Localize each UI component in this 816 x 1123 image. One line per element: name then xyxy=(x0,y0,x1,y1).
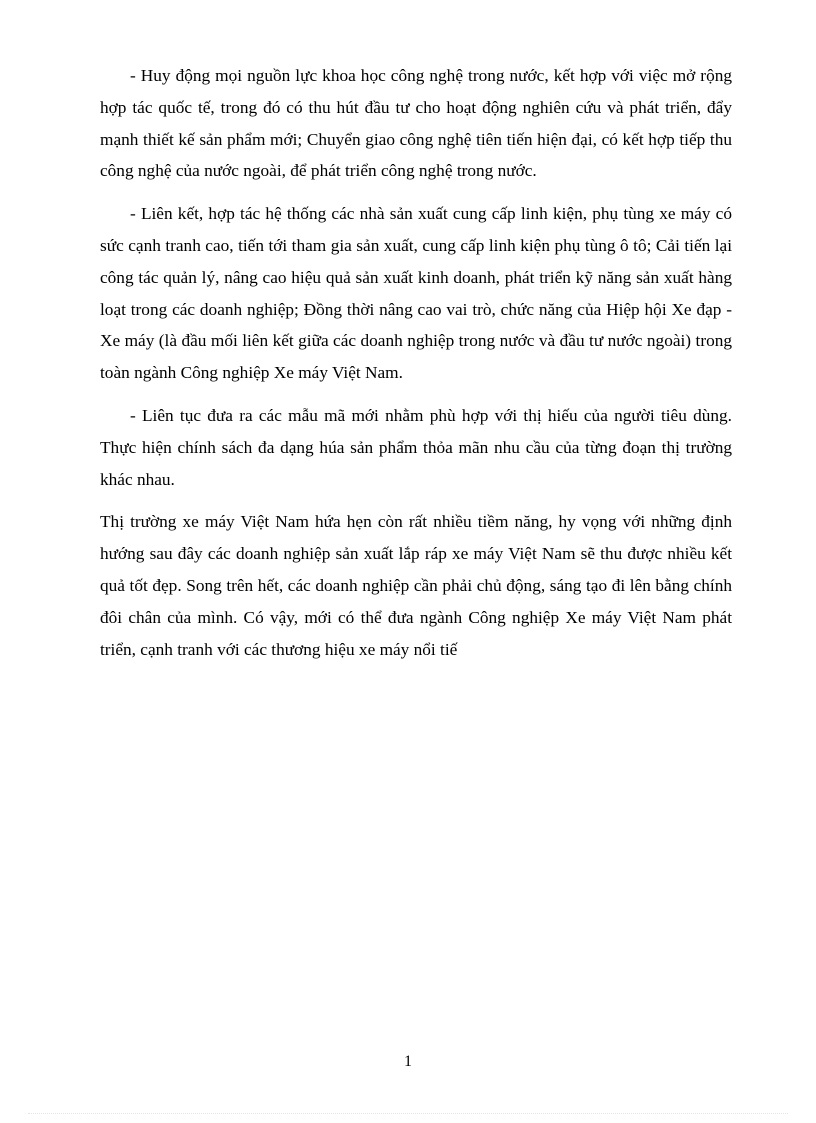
page-number: 1 xyxy=(404,1053,412,1070)
paragraph-cooperation-management: - Liên kết, hợp tác hệ thống các nhà sản xuất cung cấp linh kiện, phụ tùng xe máy có sức cạnh tranh cao, tiến tới tham gia sản xuất, cung cấp linh kiện phụ tùng ô tô; Cải tiến lại công tác quản lý, nâng cao hiệu quả sản xuất kinh doanh, phát triển kỹ năng sản xuất hàng loạt trong các doanh nghiệp; Đồng thời nâng cao vai trò, chức năng của Hiệp hội Xe đạp - Xe máy (là đầu mối liên kết giữa các doanh nghiệp trong nước và đầu tư nước ngoài) trong toàn ngành Công nghiệp Xe máy Việt Nam. xyxy=(100,204,732,383)
document-body xyxy=(100,60,732,676)
paragraph-research-technology: - Huy động mọi nguồn lực khoa học công nghệ trong nước, kết hợp với việc mở rộng hợp tác quốc tế, trong đó có thu hút đầu tư cho hoạt động nghiên cứu và phát triển, đẩy mạnh thiết kế sản phẩm mới; Chuyển giao công nghệ tiên tiến hiện đại, có kết hợp tiếp thu công nghệ của nước ngoài, để phát triển công nghệ trong nước. xyxy=(100,66,732,181)
page-bottom-divider xyxy=(28,1113,788,1114)
paragraph-market-outlook: Thị trường xe máy Việt Nam hứa hẹn còn rất nhiều tiềm năng, hy vọng với những định hướng sau đây các doanh nghiệp sản xuất lắp ráp xe máy Việt Nam sẽ thu được nhiều kết quả tốt đẹp. Song trên hết, các doanh nghiệp cần phải chủ động, sáng tạo đi lên bằng chính đôi chân của mình. Có vậy, mới có thể đưa ngành Công nghiệp Xe máy Việt Nam phát triển, cạnh tranh với các thương hiệu xe máy nổi tiế xyxy=(100,512,732,659)
paragraph-product-diversification: - Liên tục đưa ra các mẫu mã mới nhằm phù hợp với thị hiếu của người tiêu dùng. Thực hiện chính sách đa dạng húa sản phẩm thỏa mãn nhu cầu của từng đoạn thị trường khác nhau. xyxy=(100,405,732,489)
